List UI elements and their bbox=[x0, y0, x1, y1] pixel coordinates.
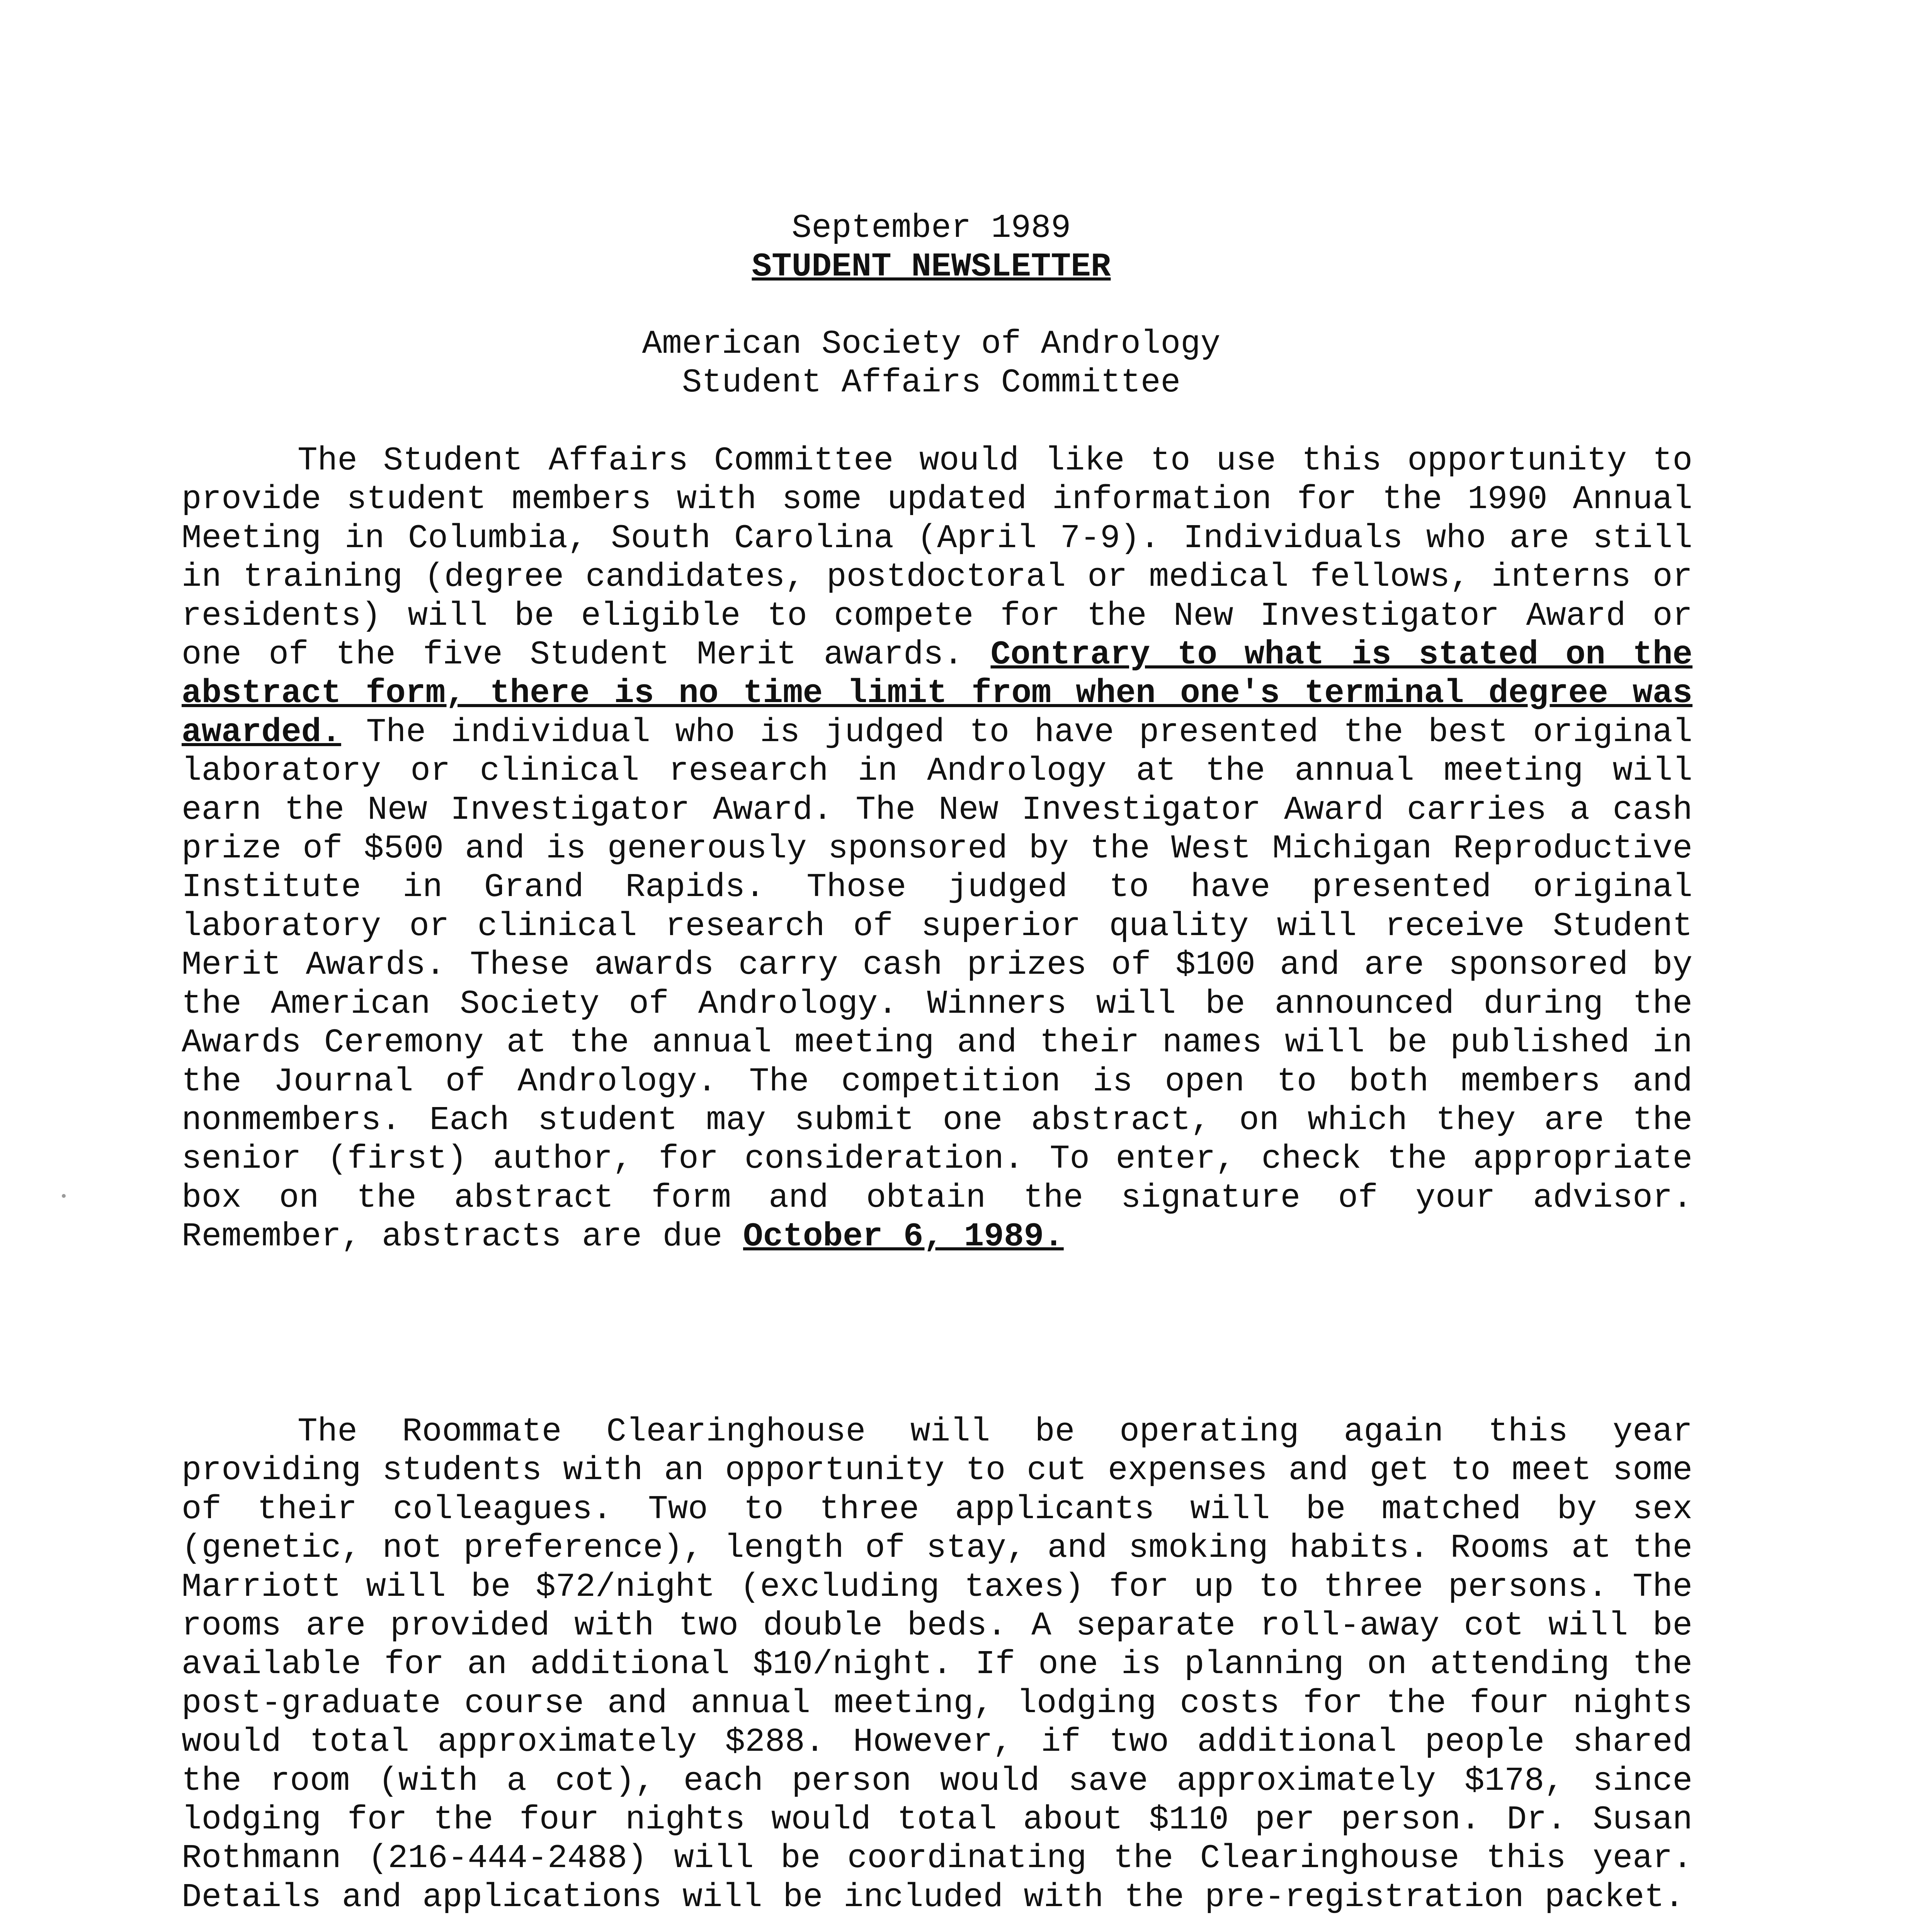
awards-text-intro: The Student Affairs Committee would like to use this opportunity to provide student members with some updated information for the 1990 Annual Meeting in Columbia, South Carolina (April 7-9). Individuals who are still in training (degree candidates, postdoctoral or medical fellows, interns or residents) will be eligible to compete for the New Investigator Award or one of the five Student Merit awards. bbox=[182, 442, 1692, 674]
newsletter-title: STUDENT NEWSLETTER bbox=[752, 248, 1111, 286]
abstract-deadline: October 6, 1989. bbox=[743, 1218, 1064, 1256]
paragraph-roommate-clearinghouse bbox=[182, 1412, 1692, 1917]
newsletter-date: September 1989 bbox=[791, 209, 1071, 247]
scan-speck bbox=[62, 1194, 66, 1198]
paragraph-awards bbox=[182, 441, 1692, 1256]
awards-text-details: The individual who is judged to have presented the best original laboratory or clinical research in Andrology at the annual meeting will earn the New Investigator Award. The New Investigator Award carries a cash prize of $500 and is generously sponsored by the West Michigan Reproductive Institute in Grand Rapids. Those judged to have presented original laboratory or clinical research of superior quality will receive Student Merit Awards. These awards carry cash prizes of $100 and are sponsored by the American Society of Andrology. Winners will be announced during the Awards Ceremony at the annual meeting and their names will be published in the Journal of Andrology. The competition is open to both members and nonmembers. Each student may submit one abstract, on which they are the senior (first) author, for consideration. To enter, check the appropriate box on the abstract form and obtain the signature of your advisor. Remember, abstracts are due bbox=[182, 713, 1693, 1256]
organization-name: American Society of Andrology bbox=[642, 325, 1221, 363]
committee-name: Student Affairs Committee bbox=[682, 364, 1181, 401]
time-limit-notice: Contrary to what is stated on the abstract form, there is no time limit from when one's terminal degree was awarded. bbox=[182, 636, 1693, 751]
roommate-text: The Roommate Clearinghouse will be operating again this year providing students with an opportunity to cut expenses and get to meet some of their colleagues. Two to three applicants will be matched by sex (genetic, not preference), length of stay, and smoking habits. Rooms at the Marriott will be $72/night (excluding taxes) for up to three persons. The rooms are provided with two double beds. A separate roll-away cot will be available for an additional $10/night. If one is planning on attending the post-graduate course and annual meeting, lodging costs for the four nights would total approximately $288. However, if two additional people shared the room (with a cot), each person would save approximately $178, since lodging for the four nights would total about $110 per person. Dr. Susan Rothmann (216-444-2488) will be coordinating the Clearinghouse this year. Details and applications will be included with the pre-registration packet. bbox=[182, 1413, 1692, 1916]
